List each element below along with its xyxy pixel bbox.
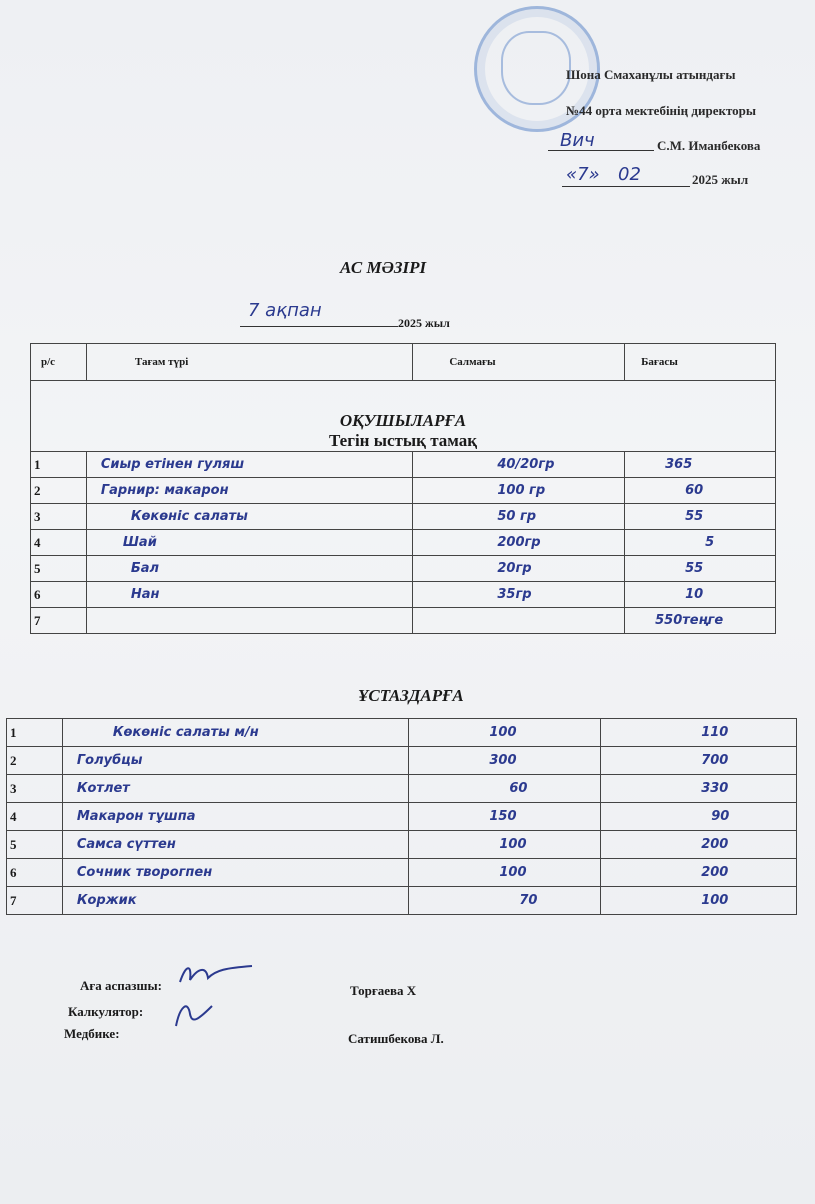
nurse-name: Сатишбекова Л. — [348, 1031, 444, 1046]
weight-cell: 100 гр — [413, 478, 625, 504]
price-cell: 365 — [625, 452, 776, 478]
signature-line — [548, 150, 654, 151]
dish-cell — [86, 608, 412, 634]
price-cell: 200 — [601, 859, 797, 887]
row-number: 4 — [31, 530, 87, 556]
weight-cell: 200гр — [413, 530, 625, 556]
row-number: 2 — [7, 747, 63, 775]
weight-cell: 100 — [409, 831, 601, 859]
weight-cell: 300 — [409, 747, 601, 775]
weight-cell: 40/20гр — [413, 452, 625, 478]
calculator-signature — [168, 996, 218, 1032]
weight-cell: 60 — [409, 775, 601, 803]
price-cell: 5 — [625, 530, 776, 556]
chef-label: Аға аспазшы: — [80, 978, 162, 993]
table-row — [31, 530, 776, 556]
table-row — [31, 582, 776, 608]
students-subheading: Тегін ыстық тамақ — [328, 431, 478, 450]
table-row — [7, 831, 797, 859]
col-dish-header: Тағам түрі — [86, 344, 412, 381]
table-row — [7, 747, 797, 775]
price-cell: 90 — [601, 803, 797, 831]
price-total-cell: 550теңге — [625, 608, 776, 634]
price-cell: 55 — [625, 556, 776, 582]
row-number: 7 — [7, 887, 63, 915]
menu-date: 7 ақпан — [248, 300, 322, 321]
page-title: АС МӘЗІРІ — [340, 258, 427, 277]
dish-cell: Котлет — [62, 775, 409, 803]
dish-cell: Сочник творогпен — [62, 859, 409, 887]
col-num-header: р/с — [31, 344, 87, 381]
director-name: С.М. Иманбекова — [657, 138, 761, 153]
weight-cell: 50 гр — [413, 504, 625, 530]
row-number: 6 — [31, 582, 87, 608]
weight-cell — [413, 608, 625, 634]
weight-cell: 100 — [409, 719, 601, 747]
row-number: 4 — [7, 803, 63, 831]
row-number: 7 — [31, 608, 87, 634]
students-menu-table — [30, 343, 776, 634]
chef-name: Торғаева Х — [350, 983, 417, 998]
dish-cell: Көкөніс салаты м/н — [62, 719, 409, 747]
weight-cell: 100 — [409, 859, 601, 887]
dish-cell: Сиыр етінен гуляш — [86, 452, 412, 478]
table-row — [7, 803, 797, 831]
menu-year: 2025 жыл — [398, 316, 450, 330]
table-row — [31, 452, 776, 478]
price-cell: 700 — [601, 747, 797, 775]
row-number: 1 — [31, 452, 87, 478]
dish-cell: Гарнир: макарон — [86, 478, 412, 504]
dish-cell: Нан — [86, 582, 412, 608]
price-cell: 10 — [625, 582, 776, 608]
weight-cell: 20гр — [413, 556, 625, 582]
approval-year: 2025 жыл — [692, 172, 749, 187]
director-signature: Вич — [560, 130, 595, 151]
table-row — [7, 859, 797, 887]
table-row — [31, 504, 776, 530]
approval-date-line — [562, 186, 690, 187]
price-cell: 330 — [601, 775, 797, 803]
row-number: 5 — [31, 556, 87, 582]
table-row — [31, 608, 776, 634]
row-number: 2 — [31, 478, 87, 504]
price-cell: 100 — [601, 887, 797, 915]
approval-day: «7» — [566, 164, 600, 185]
chef-signature — [176, 960, 256, 990]
dish-cell: Коржик — [62, 887, 409, 915]
table-row — [31, 556, 776, 582]
table-row — [31, 478, 776, 504]
weight-cell: 35гр — [413, 582, 625, 608]
approval-line-2: №44 орта мектебінің директоры — [566, 103, 757, 118]
teachers-menu-table — [6, 718, 797, 915]
price-cell: 200 — [601, 831, 797, 859]
price-cell: 60 — [625, 478, 776, 504]
header-row — [31, 344, 776, 381]
approval-month: 02 — [618, 164, 641, 185]
dish-cell: Голубцы — [62, 747, 409, 775]
table-row — [7, 775, 797, 803]
row-number: 1 — [7, 719, 63, 747]
students-heading-cell — [31, 381, 776, 452]
weight-cell: 150 — [409, 803, 601, 831]
row-number: 5 — [7, 831, 63, 859]
row-number: 3 — [31, 504, 87, 530]
teachers-heading: ҰСТАЗДАРҒА — [358, 686, 464, 705]
dish-cell: Бал — [86, 556, 412, 582]
weight-cell: 70 — [409, 887, 601, 915]
students-section-row — [31, 381, 776, 452]
col-price-header: Бағасы — [625, 344, 776, 381]
table-row — [7, 887, 797, 915]
price-cell: 55 — [625, 504, 776, 530]
price-cell: 110 — [601, 719, 797, 747]
row-number: 6 — [7, 859, 63, 887]
nurse-label: Медбике: — [64, 1026, 120, 1041]
approval-line-1: Шона Смаханұлы атындағы — [566, 67, 736, 82]
dish-cell: Шай — [86, 530, 412, 556]
calculator-label: Калкулятор: — [68, 1004, 144, 1019]
col-weight-header: Салмағы — [413, 344, 625, 381]
dish-cell: Көкөніс салаты — [86, 504, 412, 530]
dish-cell: Самса сүттен — [62, 831, 409, 859]
row-number: 3 — [7, 775, 63, 803]
table-row — [7, 719, 797, 747]
dish-cell: Макарон тұшпа — [62, 803, 409, 831]
students-heading: ОҚУШЫЛАРҒА — [339, 411, 467, 430]
